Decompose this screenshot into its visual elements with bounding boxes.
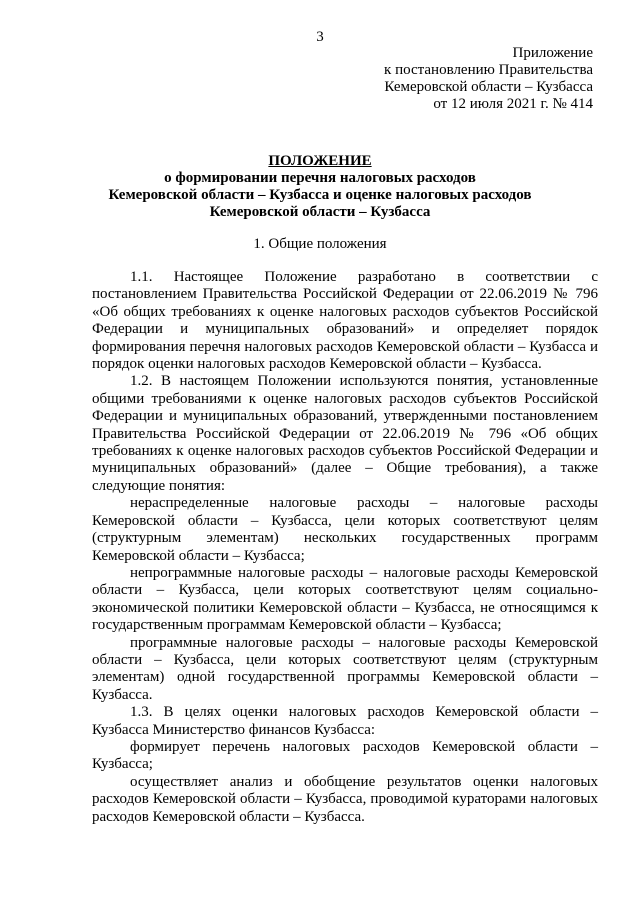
appendix-line: Кемеровской области – Кузбасса xyxy=(384,79,593,95)
paragraph: нераспределенные налоговые расходы – налоговые расходы Кемеровской области – Кузбасса, цели которых соответствуют целям (структурным элементам) нескольких государственных программ Кемеровской области – Кузбасса; xyxy=(92,495,598,564)
appendix-block xyxy=(293,45,593,113)
title-line: Кемеровской области – Кузбасса xyxy=(209,204,431,220)
appendix-line: к постановлению Правительства xyxy=(384,62,593,78)
paragraph: 1.1. Настоящее Положение разработано в соответствии с постановлением Правительства Российской Федерации от 22.06.2019 № 796 «Об общих требованиях к оценке налоговых расходов субъектов Российской Федерации и муниципальных образований» и определяет порядок формирования перечня налоговых расходов Кемеровской области – Кузбасса и порядок оценки налоговых расходов Кемеровской области – Кузбасса. xyxy=(92,269,598,373)
section-heading: 1. Общие положения xyxy=(253,236,387,252)
appendix-line: Приложение xyxy=(512,45,593,61)
paragraph: непрограммные налоговые расходы – налоговые расходы Кемеровской области – Кузбасса, цели которых соответствуют целям социально-экономической политики Кемеровской области – Кузбасса, не относящимся к государственным программам Кемеровской области – Кузбасса; xyxy=(92,564,598,634)
title-heading: ПОЛОЖЕНИЕ xyxy=(268,153,372,169)
page-number: 3 xyxy=(316,29,324,45)
title-line: Кемеровской области – Кузбасса и оценке налоговых расходов xyxy=(108,187,532,203)
title-line: о формировании перечня налоговых расходов xyxy=(164,170,476,186)
paragraph: 1.3. В целях оценки налоговых расходов Кемеровской области – Кузбасса Министерство финансов Кузбасса: xyxy=(92,704,598,738)
paragraph: осуществляет анализ и обобщение результатов оценки налоговых расходов Кемеровской области – Кузбасса, проводимой кураторами налоговых расходов Кемеровской области – Кузбасса. xyxy=(92,773,598,825)
paragraph: формирует перечень налоговых расходов Кемеровской области – Кузбасса; xyxy=(92,738,598,773)
paragraph: 1.2. В настоящем Положении используются понятия, установленные общими требованиями к оценке налоговых расходов субъектов Российской Федерации и муниципальных образований, утвержденными постановлением Правительства Российской Федерации от 22.06.2019 № 796 «Об общих требованиях к оценке налоговых расходов субъектов Российской Федерации и муниципальных образований» (далее – Общие требования), а также следующие понятия: xyxy=(92,373,598,494)
body-text xyxy=(92,269,598,826)
document-title xyxy=(0,153,640,221)
paragraph: программные налоговые расходы – налоговые расходы Кемеровской области – Кузбасса, цели которых соответствуют целям (структурным элементам) одной государственной программы Кемеровской области – Кузбасса. xyxy=(92,634,598,703)
appendix-line: от 12 июля 2021 г. № 414 xyxy=(433,96,593,112)
